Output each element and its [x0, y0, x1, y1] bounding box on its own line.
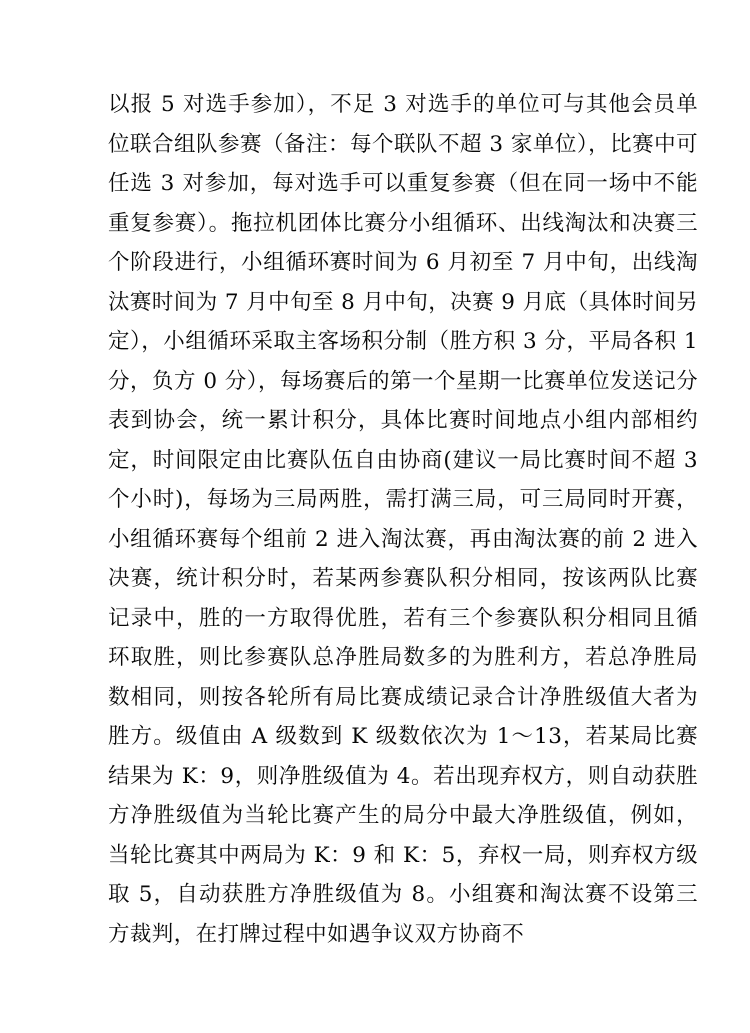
- body-paragraph: 以报 5 对选手参加），不足 3 对选手的单位可与其他会员单位联合组队参赛（备注：每个联队不超 3 家单位），比赛中可任选 3 对参加，每对选手可以重复参赛（但在同一场中不能重复参赛）。拖拉机团体比赛分小组循环、出线淘汰和决赛三个阶段进行，小组循环赛时间为 6 月初至 7 月中旬，出线淘汰赛时间为 7 月中旬至 8 月中旬，决赛 9 月底（具体时间另定），小组循环采取主客场积分制（胜方积 3 分，平局各积 1 分，负方 0 分），每场赛后的第一个星期一比赛单位发送记分表到协会，统一累计积分，具体比赛时间地点小组内部相约定，时间限定由比赛队伍自由协商(建议一局比赛时间不超 3 个小时)，每场为三局两胜，需打满三局，可三局同时开赛，小组循环赛每个组前 2 进入淘汰赛，再由淘汰赛的前 2 进入决赛，统计积分时，若某两参赛队积分相同，按该两队比赛记录中，胜的一方取得优胜，若有三个参赛队积分相同且循环取胜，则比参赛队总净胜局数多的为胜利方，若总净胜局数相同，则按各轮所有局比赛成绩记录合计净胜级值大者为胜方。级值由 A 级数到 K 级数依次为 1～13，若某局比赛结果为 K：9，则净胜级值为 4。若出现弃权方，则自动获胜方净胜级值为当轮比赛产生的局分中最大净胜级值，例如，当轮比赛其中两局为 K：9 和 K：5，弃权一局，则弃权方级取 5，自动获胜方净胜级值为 8。小组赛和淘汰赛不设第三方裁判，在打牌过程中如遇争议双方协商不: [108, 92, 706, 947]
- document-body-text: [108, 6, 706, 1033]
